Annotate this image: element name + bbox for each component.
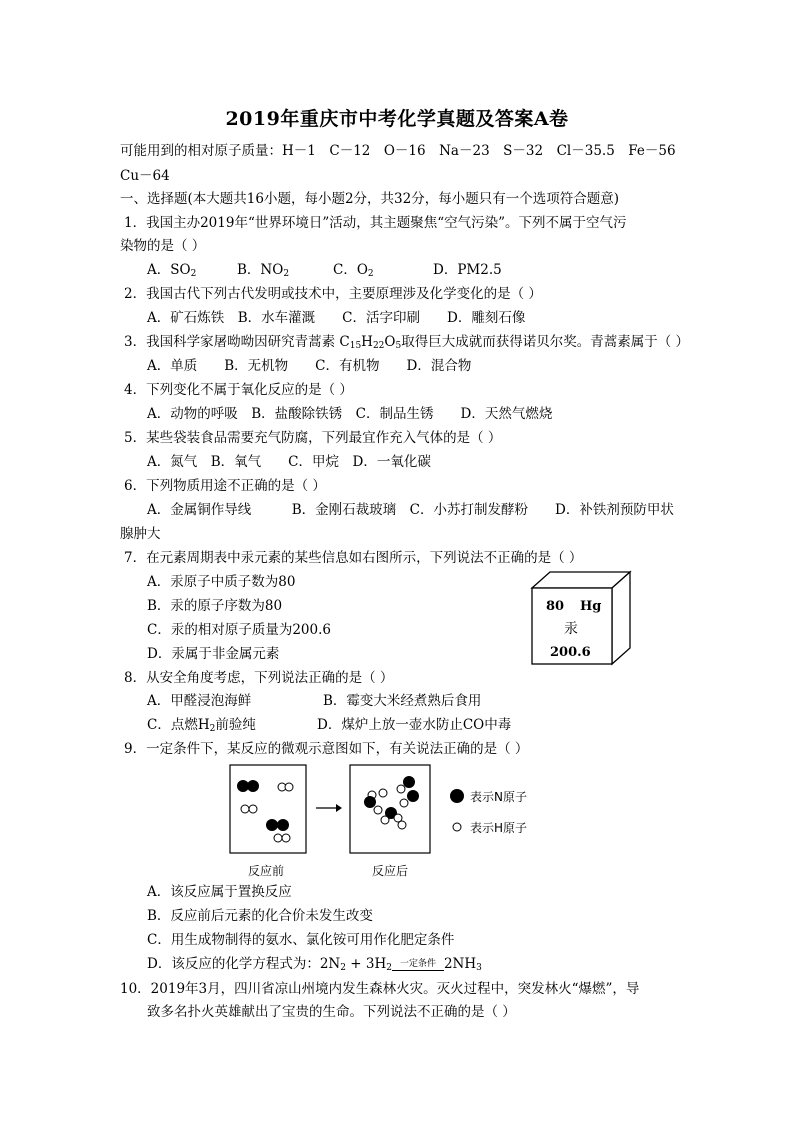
label-after: 反应后 bbox=[372, 864, 409, 878]
option-b: B．$NO_2$ bbox=[237, 262, 290, 279]
question-9-option-a: A．该反应属于置换反应 bbox=[147, 884, 292, 900]
option-d: D．煤炉上放一壶水防止CO中毒 bbox=[317, 717, 512, 733]
question-3-stem: 3．我国科学家屠呦呦因研究青蒿素 $C_{15}H_{22}O_5$取得巨大成就而获得诺贝尔奖。青蒿素属于（ ） bbox=[124, 334, 690, 351]
question-9-option-c: C．用生成物制得的氨水、氯化铵可用作化肥定条件 bbox=[147, 932, 455, 948]
h-atom bbox=[249, 805, 257, 813]
question-5-stem: 5．某些袋装食品需要充气防腐，下列最宜作充入气体的是（ ） bbox=[124, 430, 502, 446]
question-9-option-d: D．该反应的化学方程式为：$2N_2 + 3H_2$ 一定条件 $2NH_3$ bbox=[147, 956, 482, 973]
question-8-stem: 8．从安全角度考虑，下列说法正确的是（ ） bbox=[124, 670, 394, 686]
n-atom bbox=[277, 819, 289, 831]
option-c: C．点燃$H_2$前验纯 bbox=[147, 717, 256, 734]
option-a: A．甲醛浸泡海鲜 bbox=[147, 693, 252, 709]
question-9-stem: 9．一定条件下，某反应的微观示意图如下，有关说法正确的是（ ） bbox=[124, 741, 529, 757]
question-6-options-cont: 腺肿大 bbox=[120, 526, 161, 542]
question-2-stem: 2．我国古代下列古代发明或技术中，主要原理涉及化学变化的是（ ） bbox=[124, 286, 542, 302]
reaction-diagram bbox=[228, 763, 558, 885]
h-atom bbox=[285, 783, 293, 791]
legend-n-label: 表示N原子 bbox=[470, 790, 527, 804]
question-8-options-row1 bbox=[147, 692, 481, 710]
h-atom bbox=[379, 789, 387, 797]
option-a: A．$SO_2$ bbox=[147, 262, 197, 279]
question-10-stem-cont: 致多名扑火英雄献出了宝贵的生命。下列说法不正确的是（ ） bbox=[147, 1004, 516, 1020]
n-atom bbox=[403, 776, 415, 788]
h-atom bbox=[282, 834, 290, 842]
question-4-stem: 4．下列变化不属于氧化反应的是（ ） bbox=[124, 382, 353, 398]
atomic-masses-line-cont: Cu－64 bbox=[120, 168, 170, 184]
option-c: C．$O_2$ bbox=[333, 262, 374, 279]
section-header: 一、选择题(本大题共16小题，每小题2分，共32分，每小题只有一个选项符合题意) bbox=[120, 191, 619, 207]
element-card-cube bbox=[530, 570, 632, 668]
h-atom bbox=[374, 806, 382, 814]
n-atom bbox=[247, 780, 259, 792]
h-atom bbox=[274, 834, 282, 842]
legend-n-atom bbox=[450, 789, 464, 803]
h-atom bbox=[381, 816, 389, 824]
page-title: 2019年重庆市中考化学真题及答案A卷 bbox=[225, 108, 569, 130]
question-7-stem: 7．在元素周期表中汞元素的某些信息如右图所示，下列说法不正确的是（ ） bbox=[124, 550, 583, 566]
h-atom bbox=[241, 805, 249, 813]
n-atom bbox=[407, 790, 419, 802]
question-7-option-a: A．汞原子中质子数为80 bbox=[147, 574, 296, 590]
n-atom bbox=[266, 819, 278, 831]
question-4-options: A．动物的呼吸 B．盐酸除铁锈 C．制品生锈 D．天然气燃烧 bbox=[147, 406, 553, 422]
h-atom bbox=[398, 821, 406, 829]
n-atom bbox=[364, 796, 376, 808]
atomic-mass: 200.6 bbox=[550, 645, 591, 660]
question-9-option-b: B．反应前后元素的化合价未发生改变 bbox=[147, 908, 373, 924]
question-1-stem-cont: 染物的是（ ） bbox=[120, 238, 206, 254]
question-10-stem: 10．2019年3月，四川省凉山州境内发生森林火灾。灭火过程中，突发林火“爆燃”，导 bbox=[120, 981, 640, 997]
element-name: 汞 bbox=[564, 621, 578, 637]
question-8-options-row2 bbox=[147, 716, 511, 738]
option-d: D．PM2.5 bbox=[433, 262, 502, 278]
question-7-option-d: D．汞属于非金属元素 bbox=[147, 646, 280, 662]
legend-h-atom bbox=[453, 823, 461, 831]
question-3-options: A．单质 B．无机物 C．有机物 D．混合物 bbox=[147, 358, 472, 374]
question-5-options: A．氮气 B．氧气 C．甲烷 D．一氧化碳 bbox=[147, 454, 431, 470]
reaction-arrow-head bbox=[336, 804, 342, 812]
question-7-option-c: C．汞的相对原子质量为200.6 bbox=[147, 622, 331, 638]
question-6-stem: 6．下列物质用途不正确的是（ ） bbox=[124, 478, 326, 494]
h-atom bbox=[397, 785, 405, 793]
question-1-options bbox=[147, 261, 502, 283]
legend-h-label: 表示H原子 bbox=[470, 821, 528, 835]
element-symbol: Hg bbox=[580, 599, 602, 614]
atomic-number: 80 bbox=[546, 599, 565, 614]
question-7-option-b: B．汞的原子序数为80 bbox=[147, 598, 283, 614]
reaction-condition: 一定条件 bbox=[392, 960, 444, 971]
question-2-options: A．矿石炼铁 B．水车灌溉 C．活字印刷 D．雕刻石像 bbox=[147, 310, 526, 326]
question-1-stem: 1．我国主办2019年“世界环境日”活动，其主题聚焦“空气污染”。下列不属于空气污 bbox=[124, 215, 627, 231]
question-6-options: A．金属铜作导线 B．金刚石裁玻璃 C．小苏打制发酵粉 D．补铁剂预防甲状 bbox=[147, 502, 674, 518]
element-card-figure bbox=[530, 570, 632, 672]
option-b: B．霉变大米经煮熟后食用 bbox=[323, 693, 482, 709]
atomic-masses-line: 可能用到的相对原子质量：H－1 C－12 O－16 Na－23 S－32 Cl－35.5 Fe－56 bbox=[120, 143, 676, 159]
label-before: 反应前 bbox=[248, 864, 285, 878]
h-atom bbox=[400, 799, 408, 807]
reaction-micro-diagram bbox=[228, 763, 558, 881]
